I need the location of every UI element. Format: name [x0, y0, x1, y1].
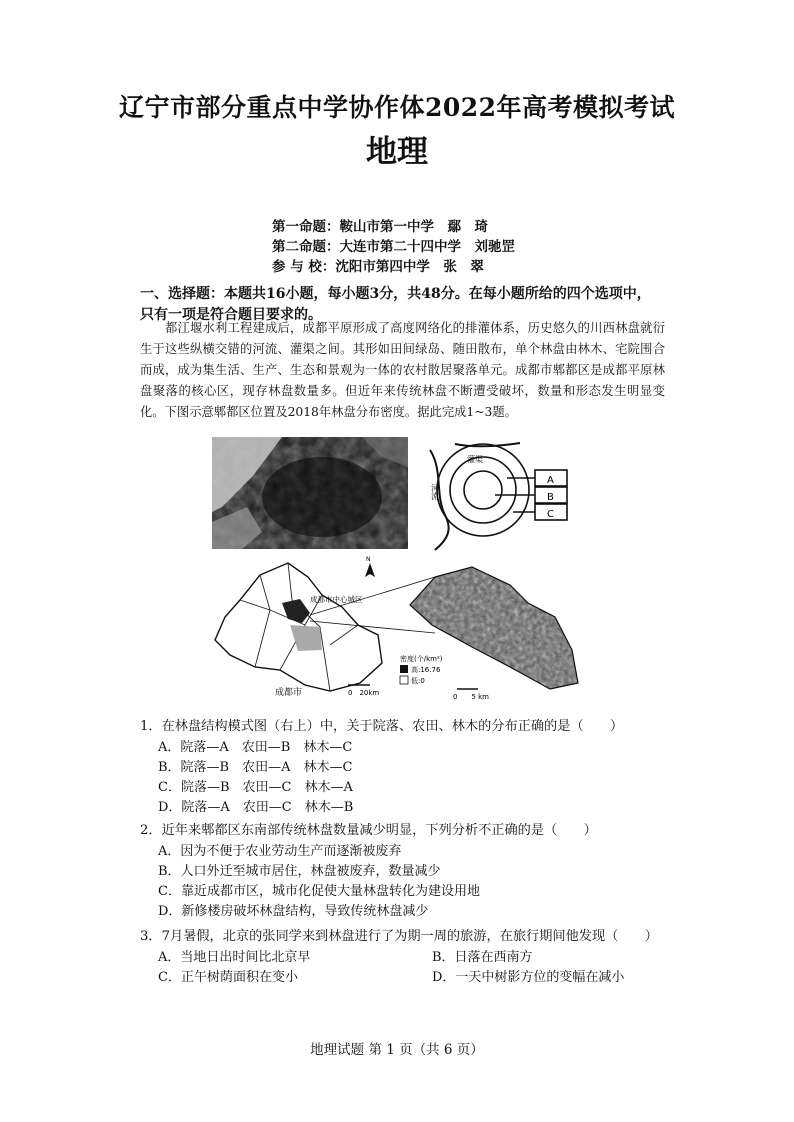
section-heading: 一、选择题：本题共16小题，每小题3分，共48分。在每小题所给的四个选项中，只有一项是符合题目要求的。: [140, 286, 651, 323]
canal-label: 灌渠: [467, 455, 483, 464]
location-and-density-map: [210, 555, 585, 703]
question-2-stem: 2．近年来郫都区东南部传统林盘数量减少明显，下列分析不正确的是（ ）: [140, 823, 597, 838]
question-1-option: A．院落—A 农田—B 林木—C: [158, 740, 353, 755]
question-3-option: A．当地日出时间比北京早: [158, 950, 311, 965]
legend-title: 密度(个/km²): [400, 655, 443, 663]
north-label: N: [366, 556, 371, 563]
legend-low: 低:0: [411, 677, 425, 685]
question-3-option: C．正午树荫面积在变小: [158, 970, 298, 985]
question-2-option: B．人口外迁至城市居住，林盘被废弃，数量减少: [158, 864, 441, 879]
reading-passage: 都江堰水利工程建成后，成都平原形成了高度网络化的排灌体系，历史悠久的川西林盘就衍生于这些纵横交错的河流、灌渠之间。其形如田间绿岛、随田散布，单个林盘由林木、宅院围合而成，成为集生活、生产、生态和景观为一体的农村散居聚落单元。成都市郫都区是成都平原林盘聚落的核心区，现存林盘数量多。但近年来传统林盘不断遭受破坏，数量和形态发生明显变化。下图示意郫都区位置及2018年林盘分布密度。据此完成1~3题。: [140, 321, 665, 419]
chengdu-label: 成都市: [275, 688, 303, 698]
legend-low-swatch: [400, 676, 408, 684]
question-1-option: C．院落—B 农田—C 林木—A: [158, 780, 353, 795]
legend-high-swatch: [400, 665, 408, 673]
scale-left: 0 20km: [348, 689, 380, 697]
middle-ring: [450, 457, 516, 523]
label-a: A: [547, 475, 554, 486]
label-c: C: [547, 509, 554, 520]
river-label: 河流: [430, 484, 440, 500]
author-line: 第二命题：大连市第二十四中学 刘驰罡: [272, 239, 515, 255]
label-b: B: [547, 492, 554, 503]
author-line: 第一命题：鞍山市第一中学 鄢 琦: [272, 219, 488, 235]
page-footer: 地理试题 第 1 页（共 6 页）: [310, 1042, 484, 1058]
north-arrow-icon: [365, 563, 375, 577]
question-1-stem: 1．在林盘结构模式图（右上）中，关于院落、农田、林木的分布正确的是（ ）: [140, 719, 624, 734]
author-line: 参 与 校：沈阳市第四中学 张 翠: [272, 259, 484, 275]
question-3-stem: 3．7月暑假，北京的张同学来到林盘进行了为期一周的旅游，在旅行期间他发现（ ）: [140, 929, 658, 944]
center-city-label: 成都市中心城区: [310, 595, 363, 604]
question-2-option: D．新修楼房破坏林盘结构，导致传统林盘减少: [158, 904, 429, 919]
question-3-option: B．日落在西南方: [432, 950, 533, 965]
legend-high: 高:16.76: [411, 666, 441, 674]
linpan-structure-diagram: [425, 440, 575, 552]
subject-title: 地理: [366, 134, 428, 170]
question-1-option: D．院落—A 农田—C 林木—B: [158, 800, 354, 815]
question-2-option: C．靠近成都市区，城市化促使大量林盘转化为建设用地: [158, 884, 480, 899]
scale-right: 0 5 km: [453, 693, 490, 701]
exam-title: 辽宁市部分重点中学协作体2022年高考模拟考试: [118, 93, 676, 122]
linpan-photo: [212, 437, 408, 549]
author-list: [272, 217, 515, 277]
question-2-option: A．因为不便于农业劳动生产而逐渐被废弃: [158, 844, 402, 859]
inner-ring: [464, 471, 502, 509]
question-3-option: D．一天中树影方位的变幅在减小: [432, 970, 625, 985]
question-1-option: B．院落—B 农田—A 林木—C: [158, 760, 353, 775]
